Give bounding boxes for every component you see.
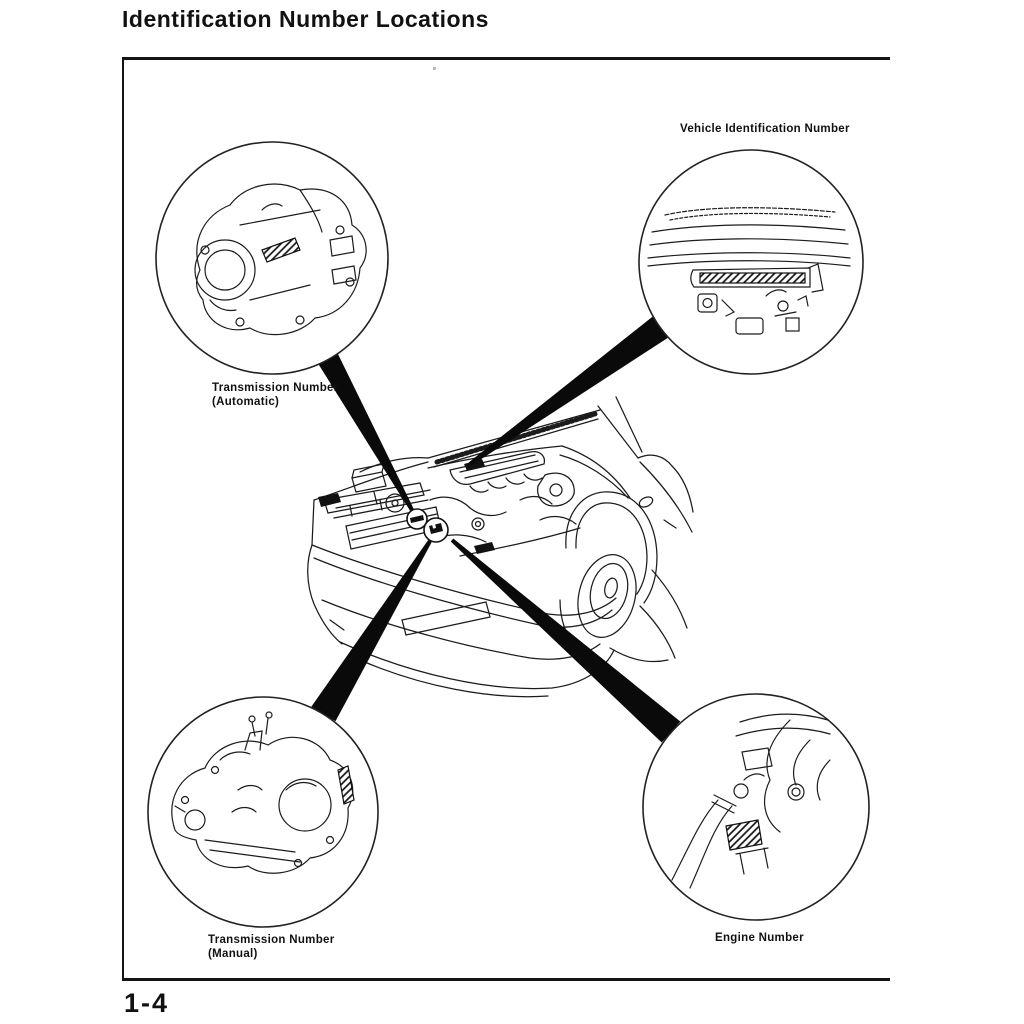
- transmission-manual-label: [208, 933, 334, 961]
- callout-engine: [643, 694, 869, 920]
- transmission-automatic-label-line1: Transmission Number: [212, 382, 339, 394]
- vin-plate: [700, 273, 805, 283]
- pointer-wedge-transmission-automatic: [319, 354, 415, 512]
- transmission-automatic-label-line2: (Automatic): [212, 396, 280, 408]
- callout-vin: [639, 150, 863, 374]
- transmission-manual-label-line1: Transmission Number: [208, 934, 335, 946]
- callout-transmission-automatic: [156, 142, 388, 374]
- page-title: Identification Number Locations: [122, 6, 489, 32]
- engine-number-mark: [474, 542, 495, 554]
- callout-transmission-manual: [148, 697, 378, 927]
- engine-number-pad: [726, 820, 762, 850]
- engine-bay-locator-circles: [407, 509, 448, 542]
- engine-number-label: Engine Number: [715, 932, 804, 944]
- callout-circle-transmission-manual: [148, 697, 378, 927]
- callout-circle-engine: [643, 694, 869, 920]
- vin-label: Vehicle Identification Number: [680, 123, 850, 135]
- transmission-automatic-label: [212, 381, 338, 409]
- transmission-manual-label-line2: (Manual): [208, 948, 258, 960]
- callout-circle-vin: [639, 150, 863, 374]
- page-number: 1-4: [124, 988, 170, 1018]
